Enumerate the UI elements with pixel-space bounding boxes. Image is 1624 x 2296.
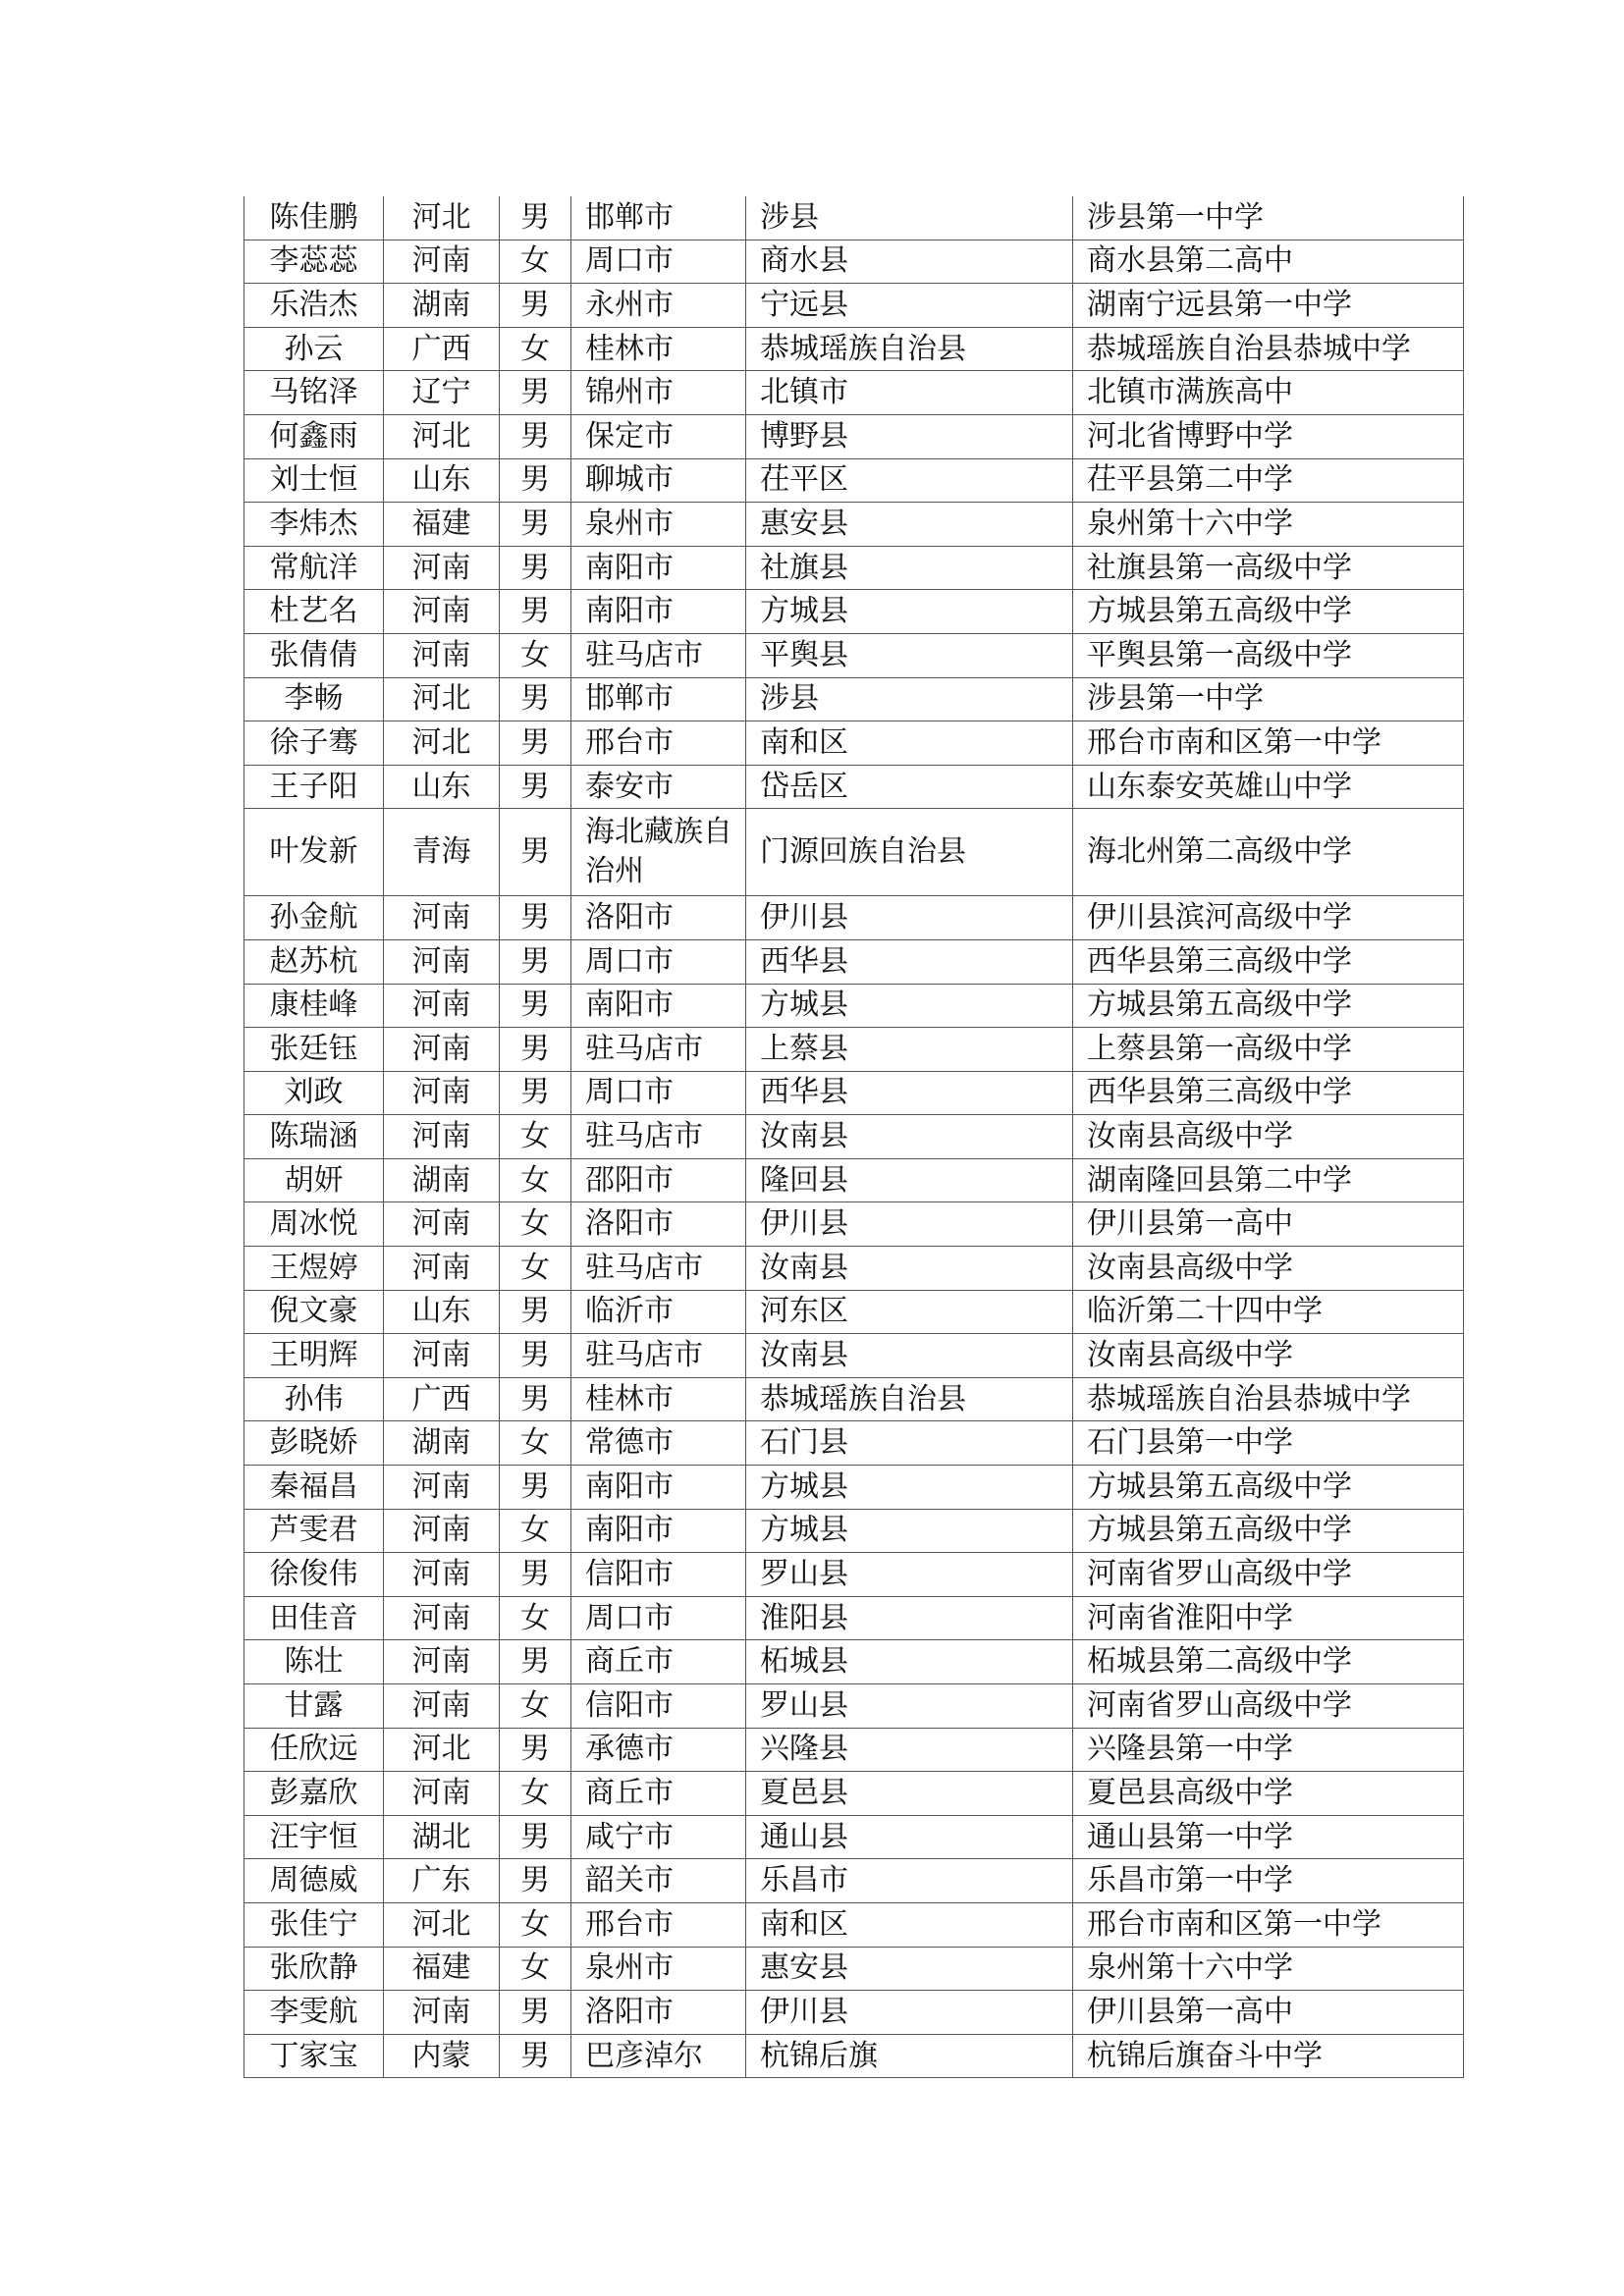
cell-county: 宁远县: [746, 284, 1073, 328]
cell-county: 石门县: [746, 1421, 1073, 1466]
cell-province: 河南: [384, 1028, 500, 1072]
cell-gender: 男: [500, 939, 571, 984]
cell-gender: 男: [500, 1290, 571, 1334]
cell-gender: 男: [500, 414, 571, 458]
cell-city: 南阳市: [571, 984, 746, 1028]
cell-city: 聊城市: [571, 458, 746, 503]
table-row: [244, 1158, 1464, 1202]
cell-city: 咸宁市: [571, 1815, 746, 1859]
cell-school: 柘城县第二高级中学: [1073, 1640, 1464, 1684]
cell-county: 北镇市: [746, 371, 1073, 415]
cell-county: 汝南县: [746, 1115, 1073, 1159]
cell-county: 商水县: [746, 240, 1073, 284]
cell-gender: 男: [500, 1377, 571, 1421]
cell-county: 恭城瑶族自治县: [746, 327, 1073, 371]
cell-city: 驻马店市: [571, 1247, 746, 1291]
table-row: [244, 939, 1464, 984]
cell-name: 陈壮: [244, 1640, 384, 1684]
cell-school: 恭城瑶族自治县恭城中学: [1073, 1377, 1464, 1421]
cell-province: 河北: [384, 721, 500, 766]
cell-province: 河南: [384, 1991, 500, 2035]
cell-city: 周口市: [571, 240, 746, 284]
cell-school: 杭锦后旗奋斗中学: [1073, 2034, 1464, 2078]
table-row: [244, 371, 1464, 415]
cell-county: 涉县: [746, 677, 1073, 721]
cell-county: 汝南县: [746, 1334, 1073, 1378]
cell-county: 社旗县: [746, 546, 1073, 590]
cell-gender: 女: [500, 1202, 571, 1247]
cell-gender: 男: [500, 677, 571, 721]
cell-city: 驻马店市: [571, 633, 746, 677]
cell-school: 涉县第一中学: [1073, 677, 1464, 721]
cell-name: 彭嘉欣: [244, 1772, 384, 1816]
cell-name: 何鑫雨: [244, 414, 384, 458]
table-row: [244, 1028, 1464, 1072]
cell-name: 田佳音: [244, 1596, 384, 1640]
cell-school: 伊川县滨河高级中学: [1073, 896, 1464, 940]
cell-province: 河南: [384, 1553, 500, 1597]
cell-gender: 男: [500, 1553, 571, 1597]
cell-name: 陈佳鹏: [244, 196, 384, 240]
cell-school: 湖南隆回县第二中学: [1073, 1158, 1464, 1202]
cell-gender: 男: [500, 458, 571, 503]
cell-city: 临沂市: [571, 1290, 746, 1334]
cell-county: 方城县: [746, 1509, 1073, 1553]
cell-gender: 男: [500, 1028, 571, 1072]
cell-name: 康桂峰: [244, 984, 384, 1028]
cell-gender: 女: [500, 1684, 571, 1729]
cell-school: 河南省淮阳中学: [1073, 1596, 1464, 1640]
cell-city: 邢台市: [571, 721, 746, 766]
table-row: [244, 1728, 1464, 1772]
cell-city: 周口市: [571, 1596, 746, 1640]
cell-county: 方城县: [746, 590, 1073, 634]
cell-gender: 男: [500, 984, 571, 1028]
cell-name: 任欣远: [244, 1728, 384, 1772]
cell-name: 马铭泽: [244, 371, 384, 415]
cell-name: 张欣静: [244, 1947, 384, 1991]
cell-school: 茌平县第二中学: [1073, 458, 1464, 503]
cell-gender: 女: [500, 1115, 571, 1159]
cell-city: 洛阳市: [571, 1991, 746, 2035]
cell-county: 汝南县: [746, 1247, 1073, 1291]
cell-name: 王明辉: [244, 1334, 384, 1378]
cell-name: 孙伟: [244, 1377, 384, 1421]
cell-school: 方城县第五高级中学: [1073, 984, 1464, 1028]
cell-county: 乐昌市: [746, 1859, 1073, 1903]
cell-school: 石门县第一中学: [1073, 1421, 1464, 1466]
cell-county: 方城县: [746, 984, 1073, 1028]
cell-gender: 女: [500, 1947, 571, 1991]
cell-name: 孙金航: [244, 896, 384, 940]
cell-city: 承德市: [571, 1728, 746, 1772]
cell-school: 兴隆县第一中学: [1073, 1728, 1464, 1772]
table-row: [244, 546, 1464, 590]
cell-gender: 女: [500, 1902, 571, 1947]
cell-county: 西华县: [746, 939, 1073, 984]
cell-gender: 男: [500, 765, 571, 809]
cell-province: 河北: [384, 196, 500, 240]
cell-gender: 男: [500, 590, 571, 634]
table-row: [244, 1377, 1464, 1421]
cell-school: 邢台市南和区第一中学: [1073, 721, 1464, 766]
cell-city: 海北藏族自治州: [571, 809, 746, 896]
cell-province: 广东: [384, 1859, 500, 1903]
cell-county: 通山县: [746, 1815, 1073, 1859]
table-row: [244, 1596, 1464, 1640]
table-row: [244, 896, 1464, 940]
cell-name: 周冰悦: [244, 1202, 384, 1247]
cell-school: 海北州第二高级中学: [1073, 809, 1464, 896]
cell-province: 河南: [384, 1334, 500, 1378]
cell-province: 河南: [384, 1684, 500, 1729]
cell-school: 伊川县第一高中: [1073, 1202, 1464, 1247]
cell-gender: 男: [500, 1334, 571, 1378]
cell-name: 杜艺名: [244, 590, 384, 634]
cell-school: 通山县第一中学: [1073, 1815, 1464, 1859]
cell-province: 湖南: [384, 1421, 500, 1466]
cell-name: 王煜婷: [244, 1247, 384, 1291]
cell-province: 福建: [384, 503, 500, 547]
cell-school: 方城县第五高级中学: [1073, 1509, 1464, 1553]
cell-school: 西华县第三高级中学: [1073, 939, 1464, 984]
table-row: [244, 1815, 1464, 1859]
cell-gender: 男: [500, 371, 571, 415]
cell-city: 泉州市: [571, 503, 746, 547]
cell-city: 周口市: [571, 1071, 746, 1115]
table-row: [244, 1202, 1464, 1247]
cell-school: 西华县第三高级中学: [1073, 1071, 1464, 1115]
cell-province: 湖南: [384, 1158, 500, 1202]
cell-name: 赵苏杭: [244, 939, 384, 984]
table-row: [244, 1509, 1464, 1553]
cell-name: 张倩倩: [244, 633, 384, 677]
cell-school: 泉州第十六中学: [1073, 503, 1464, 547]
cell-name: 常航洋: [244, 546, 384, 590]
cell-province: 河北: [384, 1902, 500, 1947]
cell-province: 广西: [384, 327, 500, 371]
cell-school: 乐昌市第一中学: [1073, 1859, 1464, 1903]
cell-city: 韶关市: [571, 1859, 746, 1903]
cell-gender: 男: [500, 546, 571, 590]
cell-county: 惠安县: [746, 503, 1073, 547]
cell-gender: 男: [500, 1815, 571, 1859]
cell-county: 南和区: [746, 721, 1073, 766]
table-row: [244, 1947, 1464, 1991]
cell-name: 刘士恒: [244, 458, 384, 503]
cell-gender: 女: [500, 1596, 571, 1640]
table-row: [244, 1247, 1464, 1291]
cell-gender: 女: [500, 1772, 571, 1816]
cell-school: 平舆县第一高级中学: [1073, 633, 1464, 677]
cell-gender: 女: [500, 1421, 571, 1466]
cell-city: 桂林市: [571, 1377, 746, 1421]
cell-county: 博野县: [746, 414, 1073, 458]
cell-province: 广西: [384, 1377, 500, 1421]
cell-province: 河北: [384, 677, 500, 721]
cell-city: 驻马店市: [571, 1028, 746, 1072]
cell-school: 方城县第五高级中学: [1073, 590, 1464, 634]
cell-name: 李蕊蕊: [244, 240, 384, 284]
cell-school: 河南省罗山高级中学: [1073, 1553, 1464, 1597]
cell-gender: 男: [500, 2034, 571, 2078]
cell-school: 河北省博野中学: [1073, 414, 1464, 458]
cell-city: 信阳市: [571, 1684, 746, 1729]
cell-province: 辽宁: [384, 371, 500, 415]
cell-school: 伊川县第一高中: [1073, 1991, 1464, 2035]
cell-city: 洛阳市: [571, 896, 746, 940]
cell-school: 汝南县高级中学: [1073, 1334, 1464, 1378]
cell-name: 胡妍: [244, 1158, 384, 1202]
table-row: [244, 2034, 1464, 2078]
cell-province: 河南: [384, 896, 500, 940]
cell-name: 周德威: [244, 1859, 384, 1903]
cell-name: 李畅: [244, 677, 384, 721]
cell-school: 泉州第十六中学: [1073, 1947, 1464, 1991]
cell-school: 涉县第一中学: [1073, 196, 1464, 240]
cell-province: 河北: [384, 414, 500, 458]
cell-school: 方城县第五高级中学: [1073, 1466, 1464, 1510]
table-row: [244, 984, 1464, 1028]
cell-county: 涉县: [746, 196, 1073, 240]
cell-name: 汪宇恒: [244, 1815, 384, 1859]
table-row: [244, 1859, 1464, 1903]
cell-city: 邢台市: [571, 1902, 746, 1947]
table-row: [244, 240, 1464, 284]
cell-gender: 女: [500, 633, 571, 677]
cell-province: 河南: [384, 1202, 500, 1247]
cell-name: 丁家宝: [244, 2034, 384, 2078]
roster-body: [244, 196, 1464, 2078]
cell-county: 平舆县: [746, 633, 1073, 677]
cell-county: 夏邑县: [746, 1772, 1073, 1816]
cell-province: 内蒙: [384, 2034, 500, 2078]
table-row: [244, 1684, 1464, 1729]
cell-city: 南阳市: [571, 546, 746, 590]
cell-province: 河南: [384, 1466, 500, 1510]
cell-province: 福建: [384, 1947, 500, 1991]
cell-county: 淮阳县: [746, 1596, 1073, 1640]
cell-county: 兴隆县: [746, 1728, 1073, 1772]
cell-gender: 男: [500, 1071, 571, 1115]
cell-city: 桂林市: [571, 327, 746, 371]
table-row: [244, 1991, 1464, 2035]
cell-city: 驻马店市: [571, 1115, 746, 1159]
cell-province: 河南: [384, 1640, 500, 1684]
table-row: [244, 1902, 1464, 1947]
cell-name: 李雯航: [244, 1991, 384, 2035]
cell-name: 芦雯君: [244, 1509, 384, 1553]
cell-county: 方城县: [746, 1466, 1073, 1510]
cell-province: 山东: [384, 458, 500, 503]
cell-county: 恭城瑶族自治县: [746, 1377, 1073, 1421]
cell-gender: 男: [500, 896, 571, 940]
table-row: [244, 327, 1464, 371]
cell-province: 青海: [384, 809, 500, 896]
cell-name: 徐子骞: [244, 721, 384, 766]
table-row: [244, 1334, 1464, 1378]
cell-province: 山东: [384, 765, 500, 809]
cell-county: 南和区: [746, 1902, 1073, 1947]
table-row: [244, 1290, 1464, 1334]
cell-city: 南阳市: [571, 590, 746, 634]
cell-county: 伊川县: [746, 1991, 1073, 2035]
cell-county: 门源回族自治县: [746, 809, 1073, 896]
cell-province: 河南: [384, 1247, 500, 1291]
cell-city: 泰安市: [571, 765, 746, 809]
cell-province: 河南: [384, 1596, 500, 1640]
cell-province: 河南: [384, 240, 500, 284]
cell-county: 上蔡县: [746, 1028, 1073, 1072]
table-row: [244, 1115, 1464, 1159]
cell-name: 秦福昌: [244, 1466, 384, 1510]
table-row: [244, 196, 1464, 240]
cell-city: 保定市: [571, 414, 746, 458]
cell-county: 柘城县: [746, 1640, 1073, 1684]
cell-city: 邵阳市: [571, 1158, 746, 1202]
cell-name: 孙云: [244, 327, 384, 371]
cell-county: 罗山县: [746, 1553, 1073, 1597]
cell-gender: 男: [500, 503, 571, 547]
cell-gender: 男: [500, 1991, 571, 2035]
cell-school: 河南省罗山高级中学: [1073, 1684, 1464, 1729]
cell-province: 河南: [384, 1772, 500, 1816]
cell-name: 倪文豪: [244, 1290, 384, 1334]
table-row: [244, 1071, 1464, 1115]
cell-school: 邢台市南和区第一中学: [1073, 1902, 1464, 1947]
table-row: [244, 1553, 1464, 1597]
cell-school: 上蔡县第一高级中学: [1073, 1028, 1464, 1072]
cell-city: 永州市: [571, 284, 746, 328]
cell-city: 巴彦淖尔: [571, 2034, 746, 2078]
cell-name: 叶发新: [244, 809, 384, 896]
cell-province: 湖北: [384, 1815, 500, 1859]
cell-county: 杭锦后旗: [746, 2034, 1073, 2078]
cell-county: 隆回县: [746, 1158, 1073, 1202]
table-row: [244, 1640, 1464, 1684]
table-row: [244, 503, 1464, 547]
table-row: [244, 765, 1464, 809]
table-row: [244, 633, 1464, 677]
table-row: [244, 458, 1464, 503]
cell-city: 泉州市: [571, 1947, 746, 1991]
cell-county: 伊川县: [746, 1202, 1073, 1247]
cell-province: 河南: [384, 633, 500, 677]
cell-school: 商水县第二高中: [1073, 240, 1464, 284]
cell-city: 锦州市: [571, 371, 746, 415]
cell-gender: 女: [500, 1247, 571, 1291]
table-row: [244, 590, 1464, 634]
cell-city: 商丘市: [571, 1640, 746, 1684]
cell-name: 张廷钰: [244, 1028, 384, 1072]
table-row: [244, 284, 1464, 328]
cell-school: 湖南宁远县第一中学: [1073, 284, 1464, 328]
cell-name: 张佳宁: [244, 1902, 384, 1947]
cell-city: 邯郸市: [571, 677, 746, 721]
cell-county: 河东区: [746, 1290, 1073, 1334]
cell-gender: 男: [500, 1728, 571, 1772]
cell-county: 惠安县: [746, 1947, 1073, 1991]
cell-name: 乐浩杰: [244, 284, 384, 328]
cell-school: 社旗县第一高级中学: [1073, 546, 1464, 590]
cell-city: 周口市: [571, 939, 746, 984]
cell-gender: 女: [500, 1158, 571, 1202]
cell-name: 彭晓娇: [244, 1421, 384, 1466]
cell-school: 夏邑县高级中学: [1073, 1772, 1464, 1816]
cell-province: 河南: [384, 590, 500, 634]
cell-gender: 男: [500, 809, 571, 896]
cell-county: 岱岳区: [746, 765, 1073, 809]
cell-gender: 女: [500, 240, 571, 284]
table-row: [244, 1421, 1464, 1466]
cell-school: 北镇市满族高中: [1073, 371, 1464, 415]
cell-province: 河南: [384, 1509, 500, 1553]
cell-school: 汝南县高级中学: [1073, 1247, 1464, 1291]
cell-school: 临沂第二十四中学: [1073, 1290, 1464, 1334]
cell-name: 陈瑞涵: [244, 1115, 384, 1159]
cell-county: 西华县: [746, 1071, 1073, 1115]
cell-city: 常德市: [571, 1421, 746, 1466]
cell-province: 湖南: [384, 284, 500, 328]
cell-province: 河南: [384, 939, 500, 984]
cell-city: 商丘市: [571, 1772, 746, 1816]
cell-gender: 男: [500, 284, 571, 328]
cell-name: 甘露: [244, 1684, 384, 1729]
cell-province: 河南: [384, 1115, 500, 1159]
cell-gender: 女: [500, 327, 571, 371]
cell-province: 河南: [384, 1071, 500, 1115]
cell-gender: 男: [500, 196, 571, 240]
cell-province: 山东: [384, 1290, 500, 1334]
table-row: [244, 414, 1464, 458]
cell-name: 刘政: [244, 1071, 384, 1115]
cell-province: 河南: [384, 546, 500, 590]
cell-gender: 男: [500, 721, 571, 766]
cell-school: 汝南县高级中学: [1073, 1115, 1464, 1159]
cell-city: 南阳市: [571, 1466, 746, 1510]
cell-gender: 女: [500, 1509, 571, 1553]
cell-province: 河北: [384, 1728, 500, 1772]
cell-name: 王子阳: [244, 765, 384, 809]
cell-city: 南阳市: [571, 1509, 746, 1553]
student-roster-table: [244, 196, 1464, 2078]
cell-county: 茌平区: [746, 458, 1073, 503]
cell-county: 罗山县: [746, 1684, 1073, 1729]
cell-city: 邯郸市: [571, 196, 746, 240]
cell-city: 驻马店市: [571, 1334, 746, 1378]
cell-city: 洛阳市: [571, 1202, 746, 1247]
cell-gender: 男: [500, 1640, 571, 1684]
cell-name: 李炜杰: [244, 503, 384, 547]
table-row: [244, 809, 1464, 896]
table-row: [244, 1772, 1464, 1816]
table-row: [244, 677, 1464, 721]
cell-school: 山东泰安英雄山中学: [1073, 765, 1464, 809]
cell-city: 信阳市: [571, 1553, 746, 1597]
cell-gender: 男: [500, 1859, 571, 1903]
cell-province: 河南: [384, 984, 500, 1028]
cell-county: 伊川县: [746, 896, 1073, 940]
cell-gender: 男: [500, 1466, 571, 1510]
cell-name: 徐俊伟: [244, 1553, 384, 1597]
table-row: [244, 721, 1464, 766]
cell-school: 恭城瑶族自治县恭城中学: [1073, 327, 1464, 371]
table-row: [244, 1466, 1464, 1510]
